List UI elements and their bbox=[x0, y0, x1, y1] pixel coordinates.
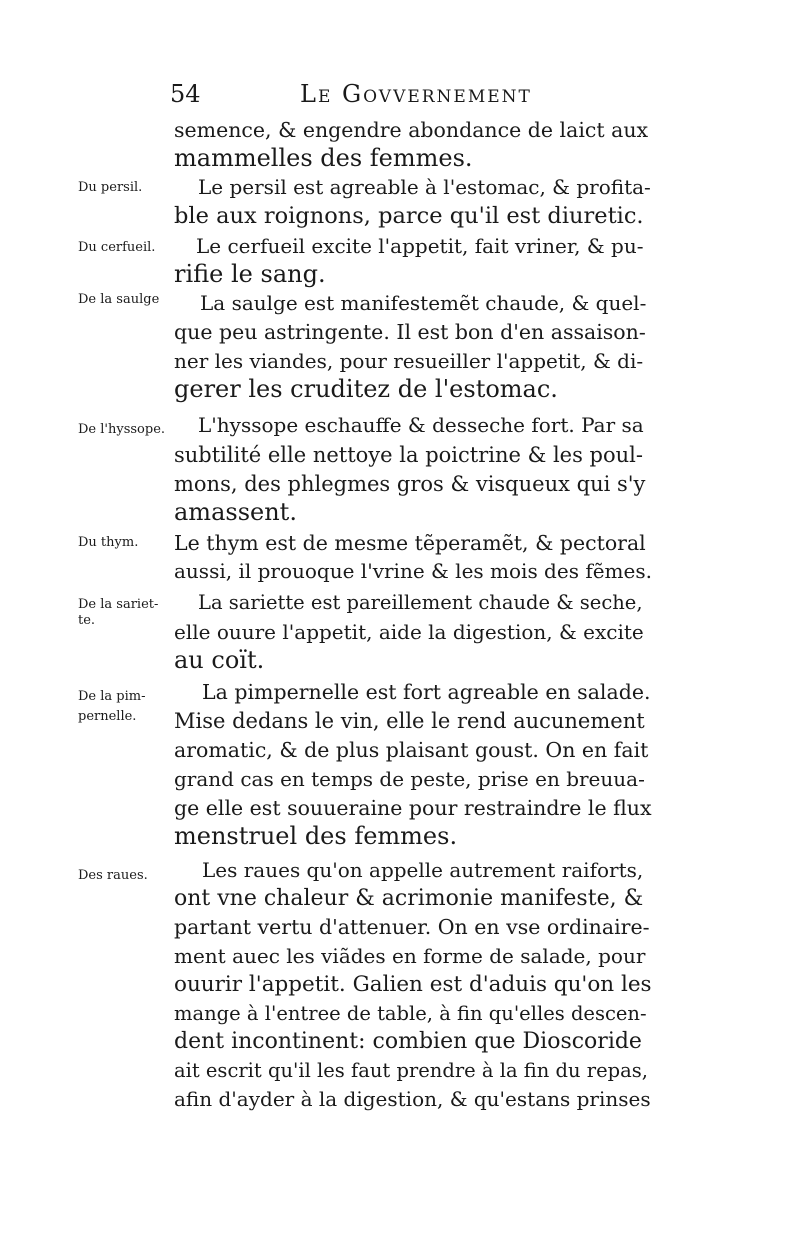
text-line: ge elle est souueraine pour restraindre le flux bbox=[174, 796, 652, 820]
page-number: 54 bbox=[170, 80, 201, 108]
text-line: partant vertu d'attenuer. On en vse ordinaire- bbox=[174, 915, 650, 939]
text-line: Le persil est agreable à l'estomac, & profita- bbox=[198, 175, 651, 199]
text-line: ouurir l'appetit. Galien est d'aduis qu'on les bbox=[174, 972, 652, 997]
text-line: La pimpernelle est fort agreable en salade. bbox=[202, 680, 651, 704]
text-line: que peu astringente. Il est bon d'en assaison- bbox=[174, 320, 646, 344]
text-line: afin d'ayder à la digestion, & qu'estans prinses bbox=[174, 1087, 651, 1111]
text-line: Le thym est de mesme tẽperamẽt, & pectoral bbox=[174, 531, 646, 555]
text-line: ble aux roignons, parce qu'il est diuretic. bbox=[174, 203, 644, 229]
running-title: Le Govvernement bbox=[300, 80, 532, 108]
margin-note-sariette-1: De la sariet- bbox=[78, 597, 159, 612]
text-line: elle ouure l'appetit, aide la digestion, & excite bbox=[174, 620, 644, 644]
text-line: subtilité elle nettoye la poictrine & les poul- bbox=[174, 443, 643, 467]
text-line: La sariette est pareillement chaude & seche, bbox=[198, 591, 643, 614]
margin-note-hyssope: De l'hyssope. bbox=[78, 422, 166, 437]
margin-note-persil: Du persil. bbox=[78, 180, 143, 195]
margin-note-saulge: De la saulge bbox=[78, 292, 160, 307]
text-line: ont vne chaleur & acrimonie manifeste, & bbox=[174, 886, 644, 911]
text-line: semence, & engendre abondance de laict aux bbox=[174, 118, 649, 142]
text-line: ment auec les viãdes en forme de salade, pour bbox=[174, 944, 646, 968]
text-line: La saulge est manifestemẽt chaude, & quel- bbox=[200, 291, 647, 315]
margin-note-sariette-2: te. bbox=[78, 613, 96, 628]
margin-note-pimpernelle-1: De la pim- bbox=[78, 689, 146, 704]
text-line: grand cas en temps de peste, prise en breuua- bbox=[174, 767, 645, 791]
text-line: dent incontinent: combien que Dioscoride bbox=[174, 1029, 642, 1054]
text-line: amassent. bbox=[174, 498, 297, 526]
text-line: gerer les cruditez de l'estomac. bbox=[174, 375, 558, 403]
text-line: mons, des phlegmes gros & visqueux qui s'y bbox=[174, 472, 646, 496]
text-line: L'hyssope eschauffe & desseche fort. Par sa bbox=[198, 413, 644, 437]
text-line: mammelles des femmes. bbox=[174, 144, 473, 172]
text-line: aromatic, & de plus plaisant goust. On en fait bbox=[174, 738, 649, 762]
text-line: Mise dedans le vin, elle le rend aucunement bbox=[174, 709, 645, 733]
text-line: aussi, il prouoque l'vrine & les mois des fẽmes. bbox=[174, 559, 652, 583]
margin-note-pimpernelle-2: pernelle. bbox=[78, 709, 137, 724]
text-line: ait escrit qu'il les faut prendre à la fin du repas, bbox=[174, 1059, 648, 1082]
text-line: Le cerfueil excite l'appetit, fait vriner, & pu- bbox=[196, 234, 644, 258]
text-line: rifie le sang. bbox=[174, 260, 326, 288]
page-header bbox=[170, 80, 670, 116]
margin-note-cerfueil: Du cerfueil. bbox=[78, 240, 156, 255]
text-line: au coït. bbox=[174, 646, 265, 674]
text-line: mange à l'entree de table, à fin qu'elles descen- bbox=[174, 1002, 647, 1025]
text-line: Les raues qu'on appelle autrement raiforts, bbox=[202, 858, 644, 882]
margin-note-thym: Du thym. bbox=[78, 535, 139, 550]
text-line: ner les viandes, pour resueiller l'appetit, & di- bbox=[174, 349, 644, 373]
text-line: menstruel des femmes. bbox=[174, 822, 458, 850]
margin-note-raues: Des raues. bbox=[78, 868, 148, 883]
